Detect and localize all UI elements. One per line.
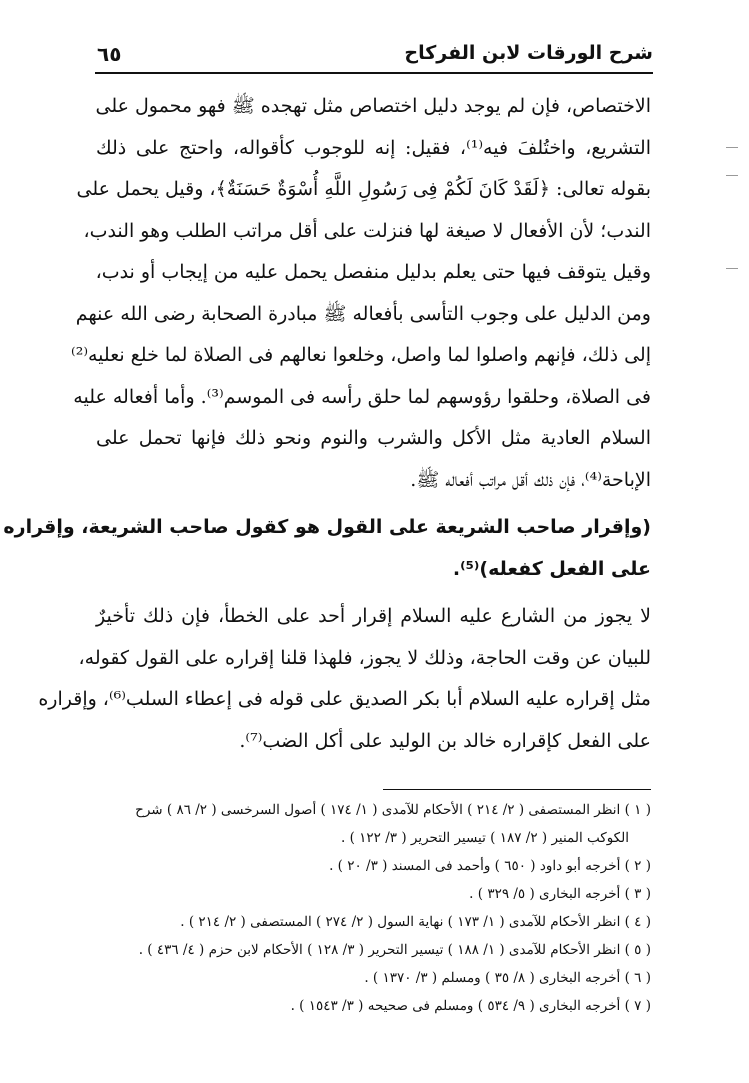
text-line: ومن الدليل على وجوب التأسى بأفعاله ﷺ مبادرة الصحابة رضى الله عنهم bbox=[75, 302, 651, 325]
text-line: السلام العادية مثل الأكل والشرب والنوم ونحو ذلك فإنها تحمل على bbox=[96, 427, 651, 449]
running-header bbox=[95, 40, 653, 74]
footnote: ( ٥ ) انظر الأحكام للآمدى ( ١/ ١٨٨ ) تيسير التحرير ( ٣/ ١٢٨ ) الأحكام لابن حزم ( ٤/ ٤٣٦ ) . bbox=[138, 942, 651, 958]
text-line: على الفعل كإقراره خالد بن الوليد على أكل الضب⁽⁷⁾. bbox=[239, 729, 651, 752]
page-number: ٦٥ bbox=[97, 42, 122, 66]
footnote: الكوكب المنير ( ٢/ ١٨٧ ) تيسير التحرير ( ٣/ ١٢٢ ) . bbox=[341, 830, 629, 846]
text-line: إلى ذلك، فإنهم واصلوا لما واصل، وخلعوا نعالهم فى الصلاة لما خلع نعليه⁽²⁾ bbox=[71, 344, 651, 366]
commentary-paragraph-2 bbox=[38, 596, 651, 762]
text-line: فى الصلاة، وحلقوا رؤوسهم لما حلق رأسه فى الموسم⁽³⁾. وأما أفعاله عليه bbox=[73, 385, 651, 408]
footnotes bbox=[96, 796, 651, 1020]
text-line: للبيان عن وقت الحاجة، وذلك لا يجوز، فلهذا قلنا إقراره على القول كقوله، bbox=[78, 646, 651, 669]
text-line: لا يجوز من الشارع عليه السلام إقرار أحد على الخطأ، فإن ذلك تأخيرٌ bbox=[96, 605, 651, 627]
text-line: وقيل يتوقف فيها حتى يعلم بدليل منفصل يحمل عليه من إيجاب أو ندب، bbox=[95, 261, 651, 283]
margin-mark bbox=[726, 147, 738, 148]
matn-line: على الفعل كفعله)⁽⁵⁾. bbox=[452, 557, 651, 580]
header-title: شرح الورقات لابن الفركاح bbox=[404, 42, 653, 64]
margin-mark bbox=[726, 268, 738, 269]
main-text bbox=[3, 86, 651, 762]
commentary-paragraph-1 bbox=[71, 86, 651, 501]
text-line: مثل إقراره عليه السلام أبا بكر الصديق على قوله فى إعطاء السلب⁽⁶⁾، وإقراره bbox=[38, 688, 651, 710]
footnote: ( ٦ ) أخرجه البخارى ( ٨/ ٣٥ ) ومسلم ( ٣/ ١٣٧٠ ) . bbox=[364, 970, 651, 986]
footnote: ( ٣ ) أخرجه البخارى ( ٥/ ٣٢٩ ) . bbox=[469, 886, 651, 902]
text-line: الإباحة⁽⁴⁾، فإن ذلك أقل مراتب أفعاله ﷺ. bbox=[410, 468, 651, 491]
footnote-separator bbox=[383, 789, 651, 790]
footnote: ( ٧ ) أخرجه البخارى ( ٩/ ٥٣٤ ) ومسلم فى صحيحه ( ٣/ ١٥٤٣ ) . bbox=[290, 998, 651, 1014]
text-line: الاختصاص، فإن لم يوجد دليل اختصاص مثل تهجده ﷺ فهو محمول على bbox=[95, 95, 651, 117]
text-line: الندب؛ لأن الأفعال لا صيغة لها فنزلت على أقل مراتب الطلب وهو الندب، bbox=[83, 219, 651, 242]
matn-line: (وإقرار صاحب الشريعة على القول هو كقول صاحب الشريعة، وإقراره bbox=[3, 516, 651, 538]
footnote: ( ١ ) انظر المستصفى ( ٢/ ٢١٤ ) الأحكام للآمدى ( ١/ ١٧٤ ) أصول السرخسى ( ٢/ ٨٦ ) شرح bbox=[135, 802, 651, 818]
matn-paragraph bbox=[3, 507, 651, 590]
footnote: ( ٢ ) أخرجه أبو داود ( ٦٥٠ ) وأحمد فى المسند ( ٣/ ٢٠ ) . bbox=[329, 858, 651, 874]
text-line: بقوله تعالى: ﴿لَقَدْ كَانَ لَكُمْ فِى رَسُولِ اللَّهِ أُسْوَةٌ حَسَنَةٌ﴾، وقيل يحمل على bbox=[76, 178, 651, 200]
margin-mark bbox=[726, 175, 738, 176]
footnote: ( ٤ ) انظر الأحكام للآمدى ( ١/ ١٧٣ ) نهاية السول ( ٢/ ٢٧٤ ) المستصفى ( ٢/ ٢١٤ ) . bbox=[180, 914, 651, 930]
text-line: التشريع، واختُلفَ فيه⁽¹⁾، فقيل: إنه للوجوب كأقواله، واحتج على ذلك bbox=[96, 136, 651, 159]
